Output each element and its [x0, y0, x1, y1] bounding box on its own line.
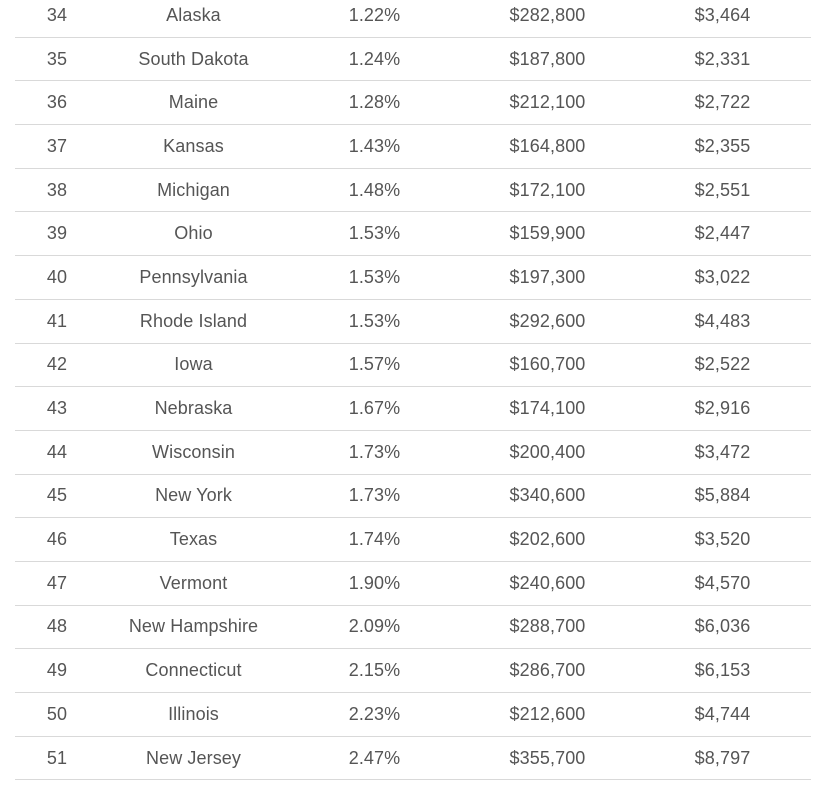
table-row — [15, 169, 811, 213]
rank-cell: 43 — [46, 398, 68, 419]
annual-tax-cell: $2,522 — [694, 354, 751, 375]
home-value-cell: $355,700 — [509, 747, 586, 768]
annual-tax-cell: $3,472 — [694, 441, 751, 462]
annual-tax-cell: $3,520 — [694, 529, 751, 550]
annual-tax-cell: $2,447 — [694, 223, 751, 244]
tax-rate-cell: 1.43% — [348, 135, 401, 156]
rank-cell: 35 — [46, 48, 68, 69]
rank-cell: 34 — [46, 4, 68, 25]
tax-rate-cell: 1.53% — [348, 223, 401, 244]
table-row — [15, 125, 811, 169]
tax-rate-cell: 1.90% — [348, 572, 401, 593]
table-row — [15, 562, 811, 606]
home-value-cell: $240,600 — [509, 572, 586, 593]
table-row — [15, 475, 811, 519]
rank-cell: 36 — [46, 92, 68, 113]
rank-cell: 41 — [46, 310, 68, 331]
tax-rate-cell: 1.28% — [348, 92, 401, 113]
annual-tax-cell: $2,722 — [694, 92, 751, 113]
annual-tax-cell: $2,551 — [694, 179, 751, 200]
home-value-cell: $340,600 — [509, 485, 586, 506]
annual-tax-cell: $4,570 — [694, 572, 751, 593]
annual-tax-cell: $3,022 — [694, 266, 751, 287]
home-value-cell: $164,800 — [509, 135, 586, 156]
state-cell: Michigan — [157, 179, 230, 200]
state-cell: New Hampshire — [128, 616, 259, 637]
tax-rate-cell: 2.23% — [348, 703, 401, 724]
table-row — [15, 300, 811, 344]
state-cell: New Jersey — [145, 747, 242, 768]
rank-cell: 48 — [46, 616, 68, 637]
table-row — [15, 518, 811, 562]
rank-cell: 51 — [46, 747, 68, 768]
tax-rate-cell: 1.57% — [348, 354, 401, 375]
home-value-cell: $282,800 — [509, 4, 586, 25]
home-value-cell: $172,100 — [509, 179, 586, 200]
annual-tax-cell: $2,331 — [694, 48, 751, 69]
state-cell: Vermont — [159, 572, 228, 593]
state-cell: Wisconsin — [152, 441, 235, 462]
state-cell: Pennsylvania — [139, 266, 248, 287]
state-cell: Ohio — [174, 223, 213, 244]
state-cell: New York — [155, 485, 232, 506]
tax-rate-cell: 1.73% — [348, 485, 401, 506]
home-value-cell: $286,700 — [509, 660, 586, 681]
rank-cell: 50 — [46, 703, 68, 724]
annual-tax-cell: $5,884 — [694, 485, 751, 506]
rank-cell: 37 — [46, 135, 68, 156]
annual-tax-cell: $4,483 — [694, 310, 751, 331]
rank-cell: 42 — [46, 354, 68, 375]
annual-tax-cell: $8,797 — [694, 747, 751, 768]
home-value-cell: $159,900 — [509, 223, 586, 244]
tax-rate-cell: 1.24% — [348, 48, 401, 69]
home-value-cell: $197,300 — [509, 266, 586, 287]
table-row — [15, 649, 811, 693]
table-row — [15, 256, 811, 300]
tax-rate-cell: 1.73% — [348, 441, 401, 462]
state-cell: Nebraska — [154, 398, 233, 419]
annual-tax-cell: $2,916 — [694, 398, 751, 419]
tax-rate-cell: 1.53% — [348, 310, 401, 331]
annual-tax-cell: $6,153 — [694, 660, 751, 681]
table-row — [15, 81, 811, 125]
annual-tax-cell: $4,744 — [694, 703, 751, 724]
home-value-cell: $187,800 — [509, 48, 586, 69]
home-value-cell: $200,400 — [509, 441, 586, 462]
table-row — [15, 387, 811, 431]
rank-cell: 39 — [46, 223, 68, 244]
rank-cell: 46 — [46, 529, 68, 550]
tax-rate-cell: 2.15% — [348, 660, 401, 681]
state-cell: Maine — [168, 92, 219, 113]
state-cell: Illinois — [168, 703, 219, 724]
state-cell: Kansas — [163, 135, 224, 156]
tax-rate-cell: 1.48% — [348, 179, 401, 200]
rank-cell: 45 — [46, 485, 68, 506]
table-row — [15, 431, 811, 475]
rank-cell: 40 — [46, 266, 68, 287]
rank-cell: 38 — [46, 179, 68, 200]
home-value-cell: $202,600 — [509, 529, 586, 550]
state-cell: Texas — [169, 529, 218, 550]
table-row — [15, 212, 811, 256]
tax-rate-cell: 1.22% — [348, 4, 401, 25]
state-cell: Rhode Island — [139, 310, 248, 331]
annual-tax-cell: $2,355 — [694, 135, 751, 156]
tax-rate-cell: 1.53% — [348, 266, 401, 287]
state-cell: Iowa — [174, 354, 213, 375]
rank-cell: 44 — [46, 441, 68, 462]
home-value-cell: $288,700 — [509, 616, 586, 637]
home-value-cell: $292,600 — [509, 310, 586, 331]
table-row — [15, 38, 811, 82]
tax-rate-cell: 1.74% — [348, 529, 401, 550]
tax-rate-cell: 2.09% — [348, 616, 401, 637]
tax-rate-cell: 1.67% — [348, 398, 401, 419]
rank-cell: 47 — [46, 572, 68, 593]
state-cell: Alaska — [166, 4, 221, 25]
table-row — [15, 0, 811, 38]
tax-rate-cell: 2.47% — [348, 747, 401, 768]
table-row — [15, 693, 811, 737]
home-value-cell: $160,700 — [509, 354, 586, 375]
annual-tax-cell: $6,036 — [694, 616, 751, 637]
home-value-cell: $174,100 — [509, 398, 586, 419]
annual-tax-cell: $3,464 — [694, 4, 751, 25]
rank-cell: 49 — [46, 660, 68, 681]
table-row — [15, 606, 811, 650]
state-cell: Connecticut — [145, 660, 242, 681]
property-tax-table — [15, 0, 811, 780]
table-row — [15, 737, 811, 781]
table-row — [15, 344, 811, 388]
home-value-cell: $212,600 — [509, 703, 586, 724]
home-value-cell: $212,100 — [509, 92, 586, 113]
state-cell: South Dakota — [138, 48, 249, 69]
